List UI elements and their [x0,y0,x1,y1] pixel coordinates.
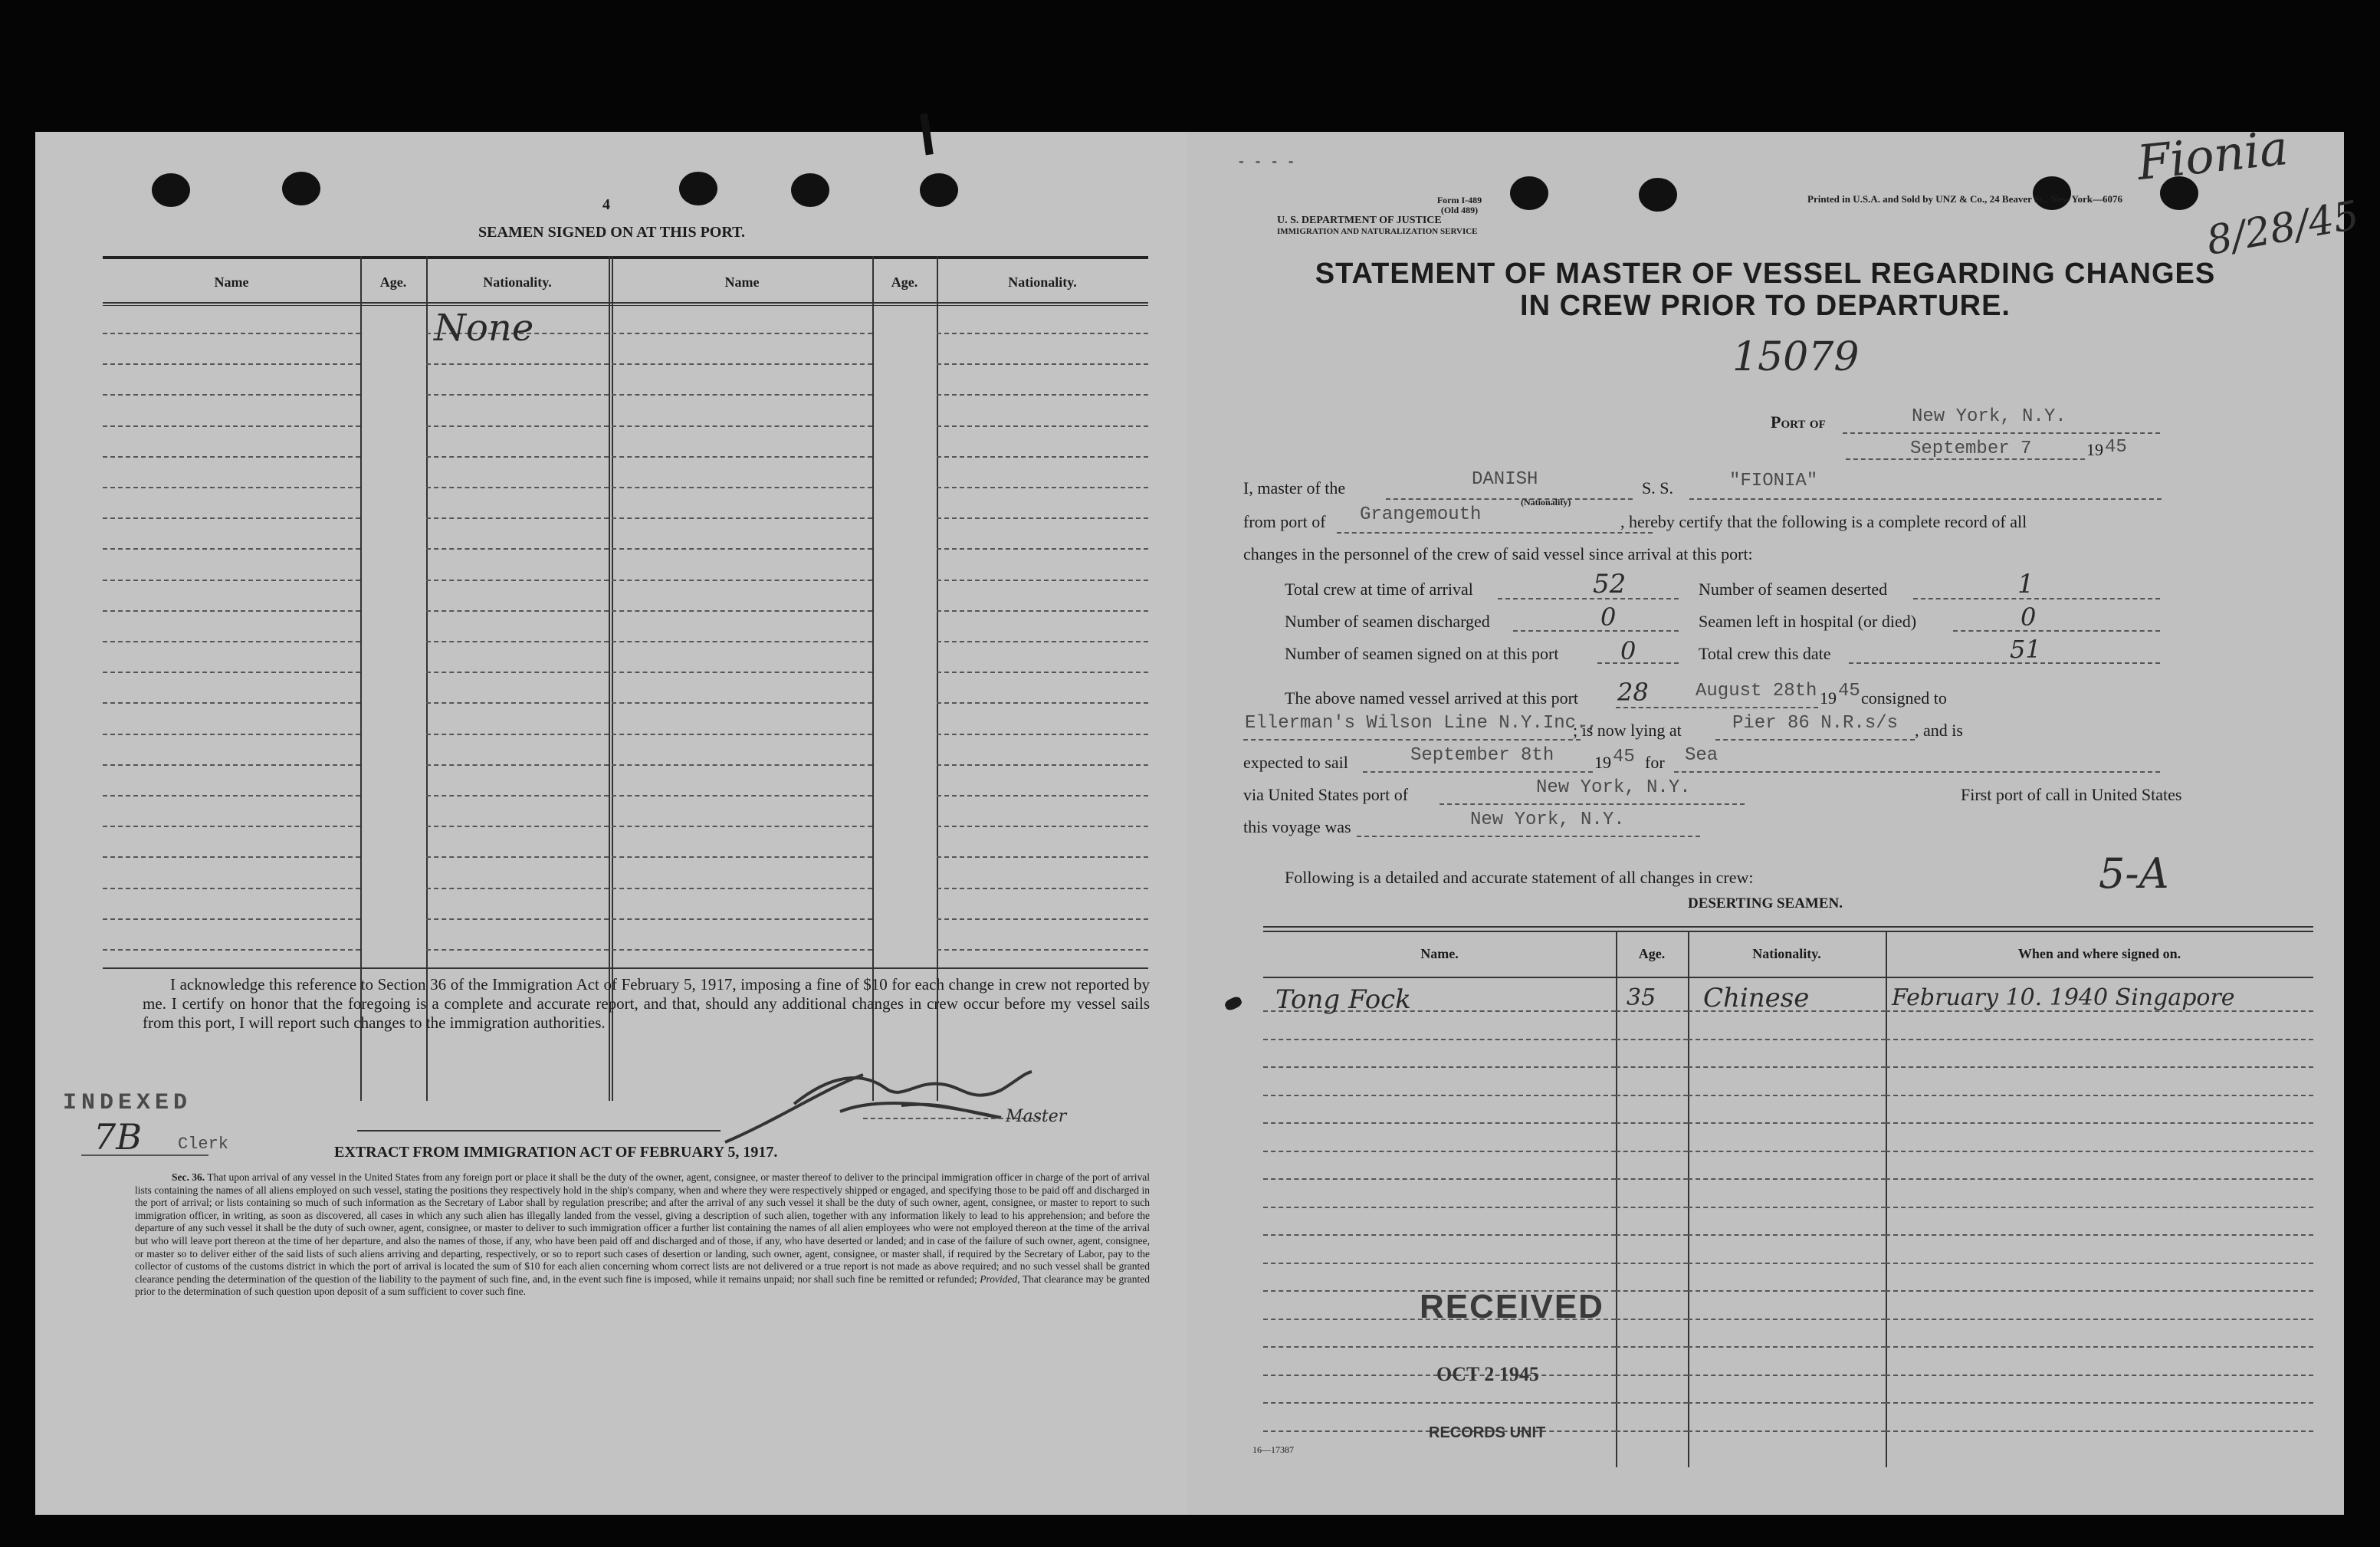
arrived-year-prefix: 19 [1820,688,1837,708]
ruled-line [103,333,360,334]
ruled-line [103,734,360,735]
page-number: 4 [602,196,610,213]
total-crew-date-label: Total crew this date [1699,644,1831,663]
ruled-line [426,517,609,519]
ruled-line [1616,1402,1688,1404]
punch-hole [920,173,958,207]
ruled-line [426,363,609,365]
ruled-line [1886,1319,2313,1320]
ruled-line [103,764,360,766]
ruled-line [1263,1263,1616,1264]
ruled-line [1886,1234,2313,1236]
clerk-number: 7B [94,1116,143,1158]
hospital-value: 0 [2021,603,2037,632]
ruled-line [1886,1178,2313,1180]
ruled-line [1886,1039,2313,1040]
ruled-line [103,580,360,581]
ruled-line [1688,1151,1886,1152]
ruled-line [1263,1066,1616,1068]
deserter-signed-on: February 10. 1940 Singapore [1892,984,2235,1011]
ruled-line [1616,1066,1688,1068]
master-label: Master [1006,1107,1067,1126]
entry-none: None [434,307,534,350]
expected-year: 45 [1613,747,1635,767]
footer-code: 16—17387 [1252,1444,1294,1455]
left-page [35,132,1188,1515]
ruled-line [937,363,1148,365]
ruled-line [937,580,1148,581]
for-label: for [1645,753,1665,772]
ruled-line [1616,1346,1688,1348]
ruled-line [1688,1178,1886,1180]
port-label: Port of [1771,412,1826,432]
ruled-line [1886,1095,2313,1096]
ruled-line [1688,1375,1886,1376]
extract-provided: Provided, [980,1273,1020,1285]
for-value: Sea [1685,745,1719,766]
ruled-line [103,672,360,673]
ruled-line [1886,1207,2313,1208]
expected-value: September 8th [1410,745,1554,766]
deserting-column-header: Nationality. [1752,946,1821,961]
following-text: Following is a detailed and accurate statement of all changes in crew: [1285,868,1754,887]
ruled-line [1616,1207,1688,1208]
master-of-the-label: I, master of the [1243,478,1346,498]
ruled-line [1688,1066,1886,1068]
ruled-line [937,425,1148,427]
voyage-label: this voyage was [1243,817,1351,836]
ruled-line [103,517,360,519]
ruled-line [1886,1263,2313,1264]
ruled-line [612,610,872,612]
ruled-line [937,949,1148,951]
handwritten-number: 15079 [1732,334,1860,380]
deserting-column-header: When and where signed on. [2017,946,2181,961]
service: IMMIGRATION AND NATURALIZATION SERVICE [1277,227,1478,236]
via-value: New York, N.Y. [1536,777,1691,798]
ruled-line [612,734,872,735]
ruled-line [937,734,1148,735]
expected-label: expected to sail [1243,753,1348,772]
ruled-line [1616,1178,1688,1180]
received-date: OCT 2 1945 [1436,1363,1539,1385]
ruled-line [1263,1234,1616,1236]
deserted-value: 1 [2017,569,2034,599]
ruled-line [1688,1095,1886,1096]
ruled-line [1616,1430,1688,1432]
ruled-line [612,363,872,365]
ruled-line [937,702,1148,704]
from-port-label: from port of [1243,512,1326,531]
ruled-line [426,487,609,488]
ruled-line [426,795,609,796]
ruled-line [937,888,1148,889]
ruled-line [1886,1402,2313,1404]
column-header: Name [214,274,249,290]
ruled-line [103,826,360,827]
arrived-day-handwritten: 28 [1617,678,1649,707]
ruled-line [1263,1207,1616,1208]
ruled-line [612,487,872,488]
changes-text: changes in the personnel of the crew of said vessel since arrival at this port: [1243,544,1753,563]
deserting-column-header: Name. [1420,946,1459,961]
ruled-line [612,333,872,334]
via-label: via United States port of [1243,785,1409,804]
consigned-label: consigned to [1861,688,1947,708]
ruled-line [937,856,1148,858]
ruled-line [426,548,609,550]
ruled-line [937,394,1148,396]
ruled-line [103,456,360,458]
signed-on-value: 0 [1620,636,1636,665]
ruled-line [1616,1234,1688,1236]
extract-body: That upon arrival of any vessel in the United States from any foreign port or place it shall be the duty of the owner, agent, consignee, or master thereof to deliver to the principal immigration officer in charge of the port of arrival lists containing the names of all aliens employed on such vessel, stating the positions they respectively hold in the ship's company, when and where they were respectively shipped or engaged, and specifying those to be paid off and discharged in the port of arrival; or lists containing so much of such information as the Secretary of Labor shall by regulation prescribe; and after the arrival of any such vessel it shall be the duty of such owner, agent, consignee, or master to report to such immigration officer, in writing, as soon as discovered, all cases in which any such alien has illegally landed from the vessel, giving a description of such alien, together with any information likely to lead to his apprehension; and before the departure of any such vessel it shall be the duty of such owner, agent, consignee, or master to deliver to such immigration officer a further list containing the names of all alien employees who were not employed thereon at the time of the arrival but who will leave port thereon at the time of her departure, and also the names of those, if any, who have been paid off and discharged and of those, if any, who have deserted or landed; and in case of the failure of such owner, agent, consignee, or master so to deliver either of the said lists of such aliens arriving and departing, respectively, or so to report such cases of desertion or landing, such owner, agent, consignee, or master shall, if required by the Secretary of Labor, pay to the collector of customs of the customs district in which the port of arrival is located the sum of $10 for each alien concerning whom correct lists are not delivered or a true report is not made as above required; and no such vessel shall be granted clearance pending the determination of the question of the liability to the payment of such fine, and, in the event such fine is imposed, while it remains unpaid; nor shall such fine be remitted or refunded; [135,1171,1150,1285]
ruled-line [1616,1319,1688,1320]
deserting-column-header: Age. [1638,946,1666,961]
discharged-label: Number of seamen discharged [1285,612,1490,631]
punch-hole [282,172,320,205]
certify-text: , hereby certify that the following is a complete record of all [1620,512,2027,531]
lying-value: Pier 86 N.R.s/s [1732,713,1899,734]
dash-marks: - - - - [1237,155,1295,170]
department: U. S. DEPARTMENT OF JUSTICE [1277,215,1442,226]
arrived-year: 45 [1838,681,1860,701]
consignee-value: Ellerman's Wilson Line N.Y.Inc., [1245,713,1598,734]
ruled-line [426,734,609,735]
extract-section: Sec. 36. [172,1171,205,1183]
ruled-line [1263,1178,1616,1180]
clerk-label: Clerk [178,1135,229,1154]
acknowledgement-text: I acknowledge this reference to Section 36 of the Immigration Act of February 5, 1917, imposing a fine of $10 for each change in crew not reported by me. I certify on honor that the foregoing is a complete and accurate report, and that, should any additional changes in crew occur before my vessel sails from this port, I will report such changes to the immigration authorities. [143,975,1150,1032]
ruled-line [612,548,872,550]
punch-hole [152,173,190,207]
ruled-line [937,826,1148,827]
column-header: Nationality. [483,274,552,290]
from-port-value: Grangemouth [1360,504,1482,525]
schedule-handwritten: 5-A [2099,849,2169,898]
ruled-line [612,826,872,827]
discharged-value: 0 [1600,603,1617,632]
ruled-line [612,856,872,858]
ruled-line [937,641,1148,642]
ruled-line [1886,1375,2313,1376]
records-unit: RECORDS UNIT [1429,1424,1546,1441]
ruled-line [612,641,872,642]
ruled-line [103,394,360,396]
ruled-line [1263,1402,1616,1404]
ruled-line [1886,1290,2313,1292]
ruled-line [1616,1375,1688,1376]
ruled-line [103,795,360,796]
ruled-line [1886,1066,2313,1068]
and-is-text: , and is [1915,721,1963,740]
ruled-line [1263,1346,1616,1348]
ruled-line [426,641,609,642]
handwritten-date: 8/28/45 [2203,192,2363,264]
ruled-line [426,918,609,920]
ruled-line [426,764,609,766]
handwritten-vessel: Fionia [2134,119,2291,192]
section-title: SEAMEN SIGNED ON AT THIS PORT. [478,224,745,241]
ruled-line [1688,1346,1886,1348]
ruled-line [1886,1430,2313,1432]
ruled-line [426,826,609,827]
form-title-line2: IN CREW PRIOR TO DEPARTURE. [1520,290,2011,322]
ruled-line [612,394,872,396]
ruled-line [1688,1122,1886,1124]
ruled-line [1688,1319,1886,1320]
arrived-value: August 28th [1696,681,1817,701]
form-title-line1: STATEMENT OF MASTER OF VESSEL REGARDING CHANGES [1315,258,2216,290]
ruled-line [1688,1039,1886,1040]
ruled-line [612,888,872,889]
ruled-line [612,456,872,458]
deserted-label: Number of seamen deserted [1699,580,1888,599]
ruled-line [612,580,872,581]
ruled-line [426,702,609,704]
ruled-line [103,363,360,365]
column-header: Name [724,274,760,290]
ruled-line [426,610,609,612]
ruled-line [103,702,360,704]
ruled-line [426,949,609,951]
ruled-line [1886,1151,2313,1152]
ruled-line [1688,1207,1886,1208]
ruled-line [103,918,360,920]
ruled-line [612,764,872,766]
extract-end: That clearance may be granted prior to the determination of such question upon deposit of a sum sufficient to cover such fine. [135,1273,1151,1298]
ruled-line [1688,1402,1886,1404]
ruled-line [1616,1263,1688,1264]
ruled-line [103,487,360,488]
deserting-title: DESERTING SEAMEN. [1687,895,1843,911]
ruled-line [426,580,609,581]
ruled-line [1263,1039,1616,1040]
lying-label: ; is now lying at [1573,721,1682,740]
ruled-line [937,764,1148,766]
ruled-line [103,641,360,642]
ruled-line [426,888,609,889]
ruled-line [103,949,360,951]
ruled-line [426,856,609,858]
ruled-line [1263,1095,1616,1096]
total-crew-arrival-label: Total crew at time of arrival [1285,580,1473,599]
ruled-line [937,456,1148,458]
ruled-line [612,795,872,796]
ruled-line [937,548,1148,550]
form-number: Form I-489 [1436,195,1482,205]
check-mark-icon [1223,995,1243,1012]
column-header: Nationality. [1008,274,1077,290]
punch-hole [679,172,717,205]
ruled-line [937,795,1148,796]
ruled-line [937,333,1148,334]
deserter-name: Tong Fock [1275,984,1411,1015]
ruled-line [937,517,1148,519]
column-header: Age. [379,274,407,290]
printer-note: Printed in U.S.A. and Sold by UNZ & Co., 24 Beaver St., New York—6076 [1807,193,2122,205]
arrived-label: The above named vessel arrived at this port [1285,688,1579,708]
deserter-nationality: Chinese [1703,983,1810,1013]
indexed-stamp: INDEXED [63,1090,192,1116]
vessel-value: "FIONIA" [1729,471,1818,491]
ruled-line [103,856,360,858]
year-prefix: 19 [2086,440,2103,459]
ruled-line [103,548,360,550]
ruled-line [1688,1263,1886,1264]
ruled-line [1688,1290,1886,1292]
ruled-line [937,487,1148,488]
ruled-line [612,918,872,920]
ruled-line [1616,1039,1688,1040]
ruled-line [612,672,872,673]
ruled-line [1886,1122,2313,1124]
total-crew-date-value: 51 [2010,635,2041,664]
ruled-line [426,456,609,458]
date-value: September 7 [1910,438,2032,459]
ruled-line [1688,1430,1886,1432]
master-signature [710,1058,1070,1150]
total-crew-arrival-value: 52 [1593,569,1627,599]
ruled-line [612,425,872,427]
extract-text [135,1171,1150,1299]
right-page [1187,119,2363,1515]
column-header: Age. [891,274,918,290]
year-value: 45 [2105,437,2127,458]
port-value: New York, N.Y. [1912,406,2066,427]
ruled-line [426,672,609,673]
ruled-line [612,949,872,951]
ruled-line [426,394,609,396]
punch-hole [1639,178,1677,212]
ss-label: S. S. [1642,478,1673,498]
ruled-line [103,610,360,612]
voyage-value: New York, N.Y. [1470,810,1625,830]
received-stamp: RECEIVED [1420,1288,1604,1325]
ruled-line [103,888,360,889]
first-call-label: First port of call in United States [1961,785,2182,804]
ruled-line [1688,1234,1886,1236]
ruled-line [612,517,872,519]
extract-title: EXTRACT FROM IMMIGRATION ACT OF FEBRUARY 5, 1917. [334,1144,778,1161]
expected-year-prefix: 19 [1594,753,1611,772]
form-old: (Old 489) [1440,205,1479,215]
ruled-line [1616,1290,1688,1292]
ruled-line [1616,1151,1688,1152]
ruled-line [1616,1095,1688,1096]
nationality-value: DANISH [1472,469,1538,490]
ruled-line [1616,1122,1688,1124]
ruled-line [937,918,1148,920]
punch-hole [791,173,829,207]
ruled-line [1263,1151,1616,1152]
ruled-line [103,425,360,427]
deserter-age: 35 [1627,984,1656,1011]
ruled-line [1886,1346,2313,1348]
ruled-line [426,425,609,427]
ruled-line [937,610,1148,612]
ruled-line [1263,1122,1616,1124]
ruled-line [612,702,872,704]
nationality-caption: (Nationality) [1521,497,1571,507]
ruled-line [937,672,1148,673]
signed-on-label: Number of seamen signed on at this port [1285,644,1559,663]
hospital-label: Seamen left in hospital (or died) [1699,612,1917,631]
